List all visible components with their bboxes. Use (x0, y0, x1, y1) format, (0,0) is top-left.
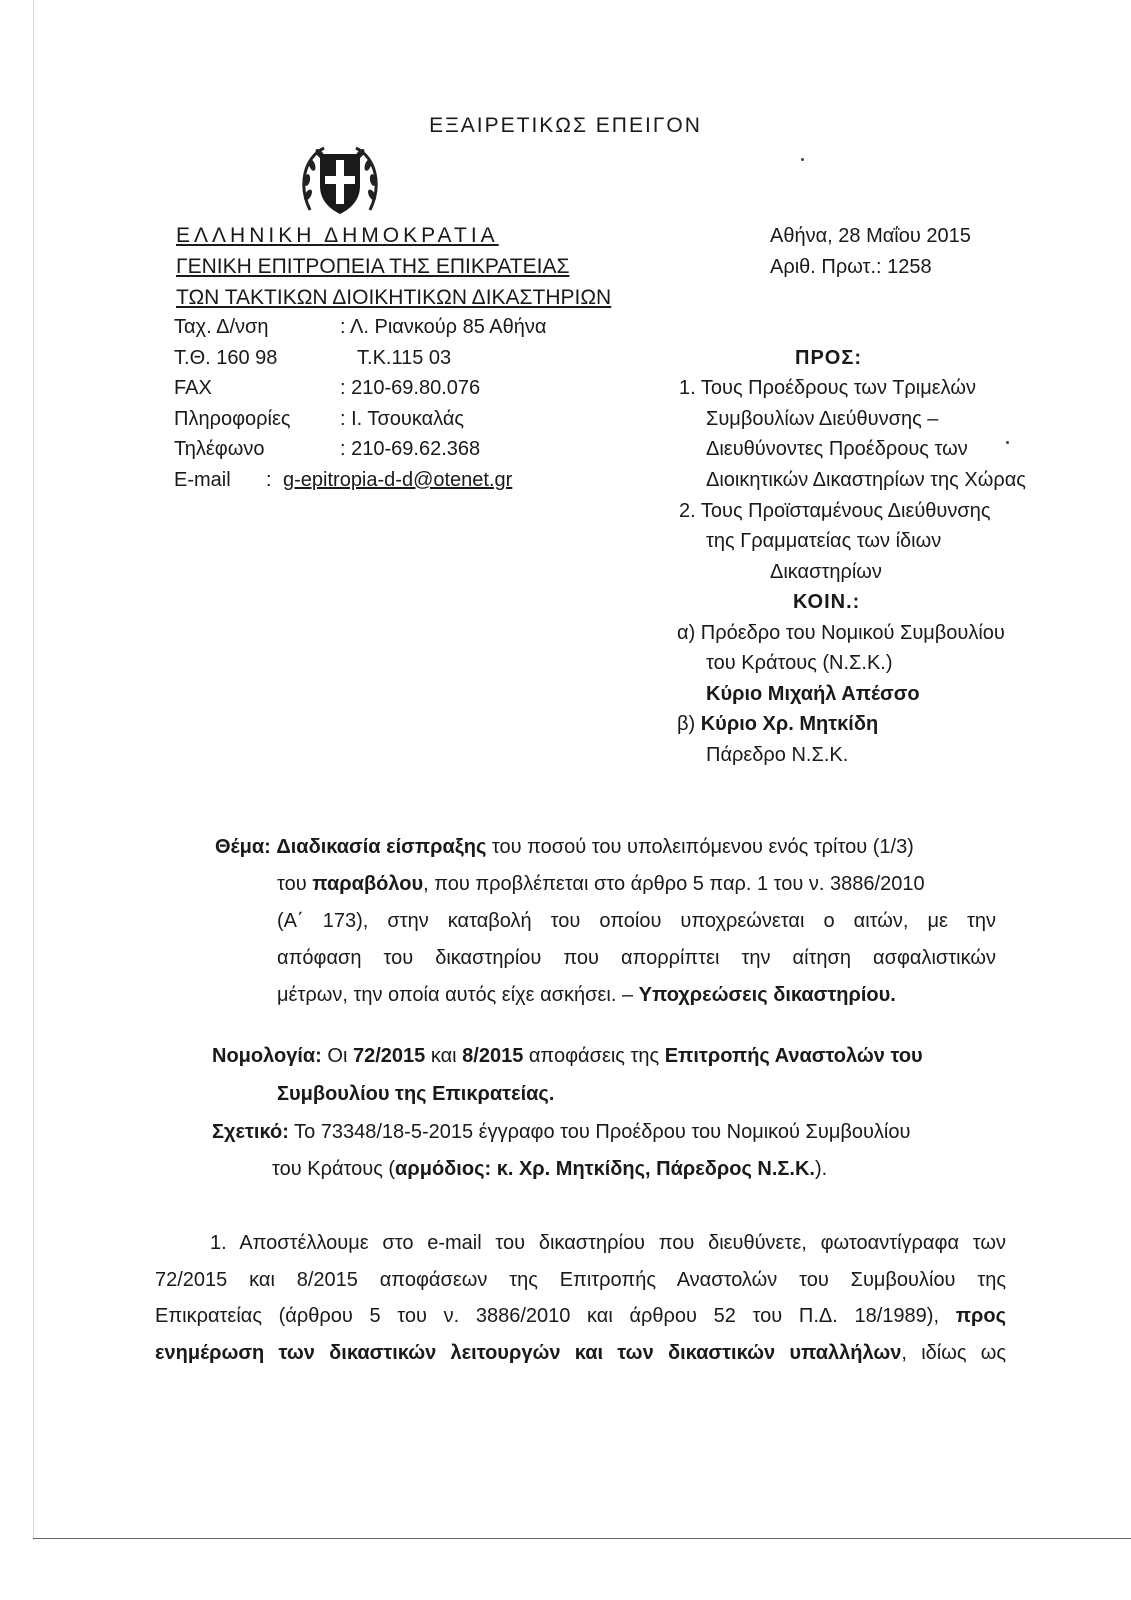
jurisprudence-label: Νομολογία: (212, 1045, 322, 1067)
related-line-2 (272, 1158, 827, 1181)
body-paragraph-1-line-3 (155, 1305, 1006, 1328)
body-text-3: Επικρατείας (άρθρου 5 του ν. 3886/2010 και άρθρου 52 του Π.Δ. 18/1989), (155, 1305, 956, 1327)
body-paragraph-1-line-2: 72/2015 και 8/2015 αποφάσεων της Επιτροπής Αναστολών του Συμβουλίου της (155, 1269, 1006, 1291)
jurisprudence-text-c: και (425, 1045, 463, 1067)
coat-of-arms-icon (300, 140, 380, 222)
subject-bold-5: Υποχρεώσεις δικαστηρίου. (638, 984, 896, 1006)
address-value: : Λ. Ριανκούρ 85 Αθήνα (340, 316, 547, 338)
po-box-label: Τ.Θ. 160 98 (174, 347, 278, 369)
jurisprudence-text-d: αποφάσεις της (523, 1045, 665, 1067)
subject-bold-2: παραβόλου (312, 873, 424, 895)
related-text-2a: του Κράτους ( (272, 1158, 396, 1180)
recipient-1-line-4: Διοικητικών Δικαστηρίων της Χώρας (706, 469, 1026, 491)
related-text-2b: ). (815, 1158, 828, 1180)
cc-a-line-2: του Κράτους (Ν.Σ.Κ.) (706, 652, 893, 674)
recipient-1-line-3: Διευθύνοντες Προέδρους των (706, 438, 968, 460)
related-label: Σχετικό: (212, 1121, 289, 1143)
recipient-2-line-3: Δικαστηρίων (770, 561, 882, 583)
scan-speck (1006, 441, 1009, 444)
recipient-1-line-1: 1. Τους Προέδρους των Τριμελών (679, 377, 976, 399)
sender-line-3: ΤΩΝ ΤΑΚΤΙΚΩΝ ΔΙΟΙΚΗΤΙΚΩΝ ΔΙΚΑΣΤΗΡΙΩΝ (176, 286, 612, 309)
urgency-heading: ΕΞΑΙΡΕΤΙΚΩΣ ΕΠΕΙΓΟΝ (429, 114, 702, 137)
subject-label: Θέμα: (215, 836, 271, 858)
scan-left-edge (33, 0, 34, 1540)
protocol-number: Αριθ. Πρωτ.: 1258 (770, 256, 932, 278)
recipients-title: ΠΡΟΣ: (795, 347, 863, 369)
body-paragraph-1-line-1: 1. Αποστέλλουμε στο e-mail του δικαστηρίου που διευθύνετε, φωτοαντίγραφα των (210, 1232, 1006, 1254)
document-date: Αθήνα, 28 Μαΐου 2015 (770, 225, 971, 247)
subject-text-2b: , που προβλέπεται στο άρθρο 5 παρ. 1 του ν. 3886/2010 (423, 873, 925, 895)
jurisprudence-text-a: Οι (321, 1045, 353, 1067)
recipient-1-line-2: Συμβουλίων Διεύθυνσης – (706, 408, 939, 430)
jurisprudence-line-2: Συμβουλίου της Επικρατείας. (277, 1083, 555, 1105)
subject-text-2a: του (277, 873, 313, 895)
related-bold-2: αρμόδιος: κ. Χρ. Μητκίδης, Πάρεδρος Ν.Σ.Κ. (395, 1158, 815, 1180)
cc-a-line-1: α) Πρόεδρο του Νομικού Συμβουλίου (677, 622, 1005, 644)
subject-text-5: μέτρων, την οποία αυτός είχε ασκήσει. – (277, 984, 639, 1006)
body-bold-4: ενημέρωση των δικαστικών λειτουργών και των δικαστικών υπαλλήλων (155, 1342, 902, 1364)
email-colon: : (266, 469, 272, 491)
postal-code-value: Τ.Κ.115 03 (357, 347, 452, 369)
sender-line-1: ΕΛΛΗΝΙΚΗ ΔΗΜΟΚΡΑΤΙΑ (176, 224, 499, 247)
jurisprudence-committee: Επιτροπής Αναστολών του (664, 1045, 923, 1067)
page-bottom-rule (33, 1538, 1131, 1539)
recipient-2-line-1: 2. Τους Προϊσταμένους Διεύθυνσης (679, 500, 991, 522)
info-label: Πληροφορίες (174, 408, 291, 430)
body-bold-3: προς (955, 1305, 1006, 1327)
subject-line-2 (277, 873, 925, 896)
phone-label: Τηλέφωνο (174, 438, 265, 460)
fax-value: : 210-69.80.076 (340, 377, 481, 399)
related-line-1 (212, 1121, 910, 1144)
email-label: E-mail (174, 469, 231, 491)
body-paragraph-1-line-4 (155, 1342, 1006, 1365)
jurisprudence-line-1 (212, 1045, 923, 1068)
scan-speck (801, 158, 804, 161)
subject-text-1: του ποσού του υπολειπόμενου ενός τρίτου (1/3) (486, 836, 914, 858)
jurisprudence-decision-2: 8/2015 (462, 1045, 524, 1067)
subject-line-4: απόφαση του δικαστηρίου που απορρίπτει την αίτηση ασφαλιστικών (277, 947, 996, 969)
jurisprudence-decision-1: 72/2015 (352, 1045, 426, 1067)
subject-line-3: (Α΄ 173), στην καταβολή του οποίου υποχρεώνεται ο αιτών, με την (277, 910, 996, 932)
subject-line-1 (215, 836, 914, 859)
recipient-2-line-2: της Γραμματείας των ίδιων (706, 530, 942, 552)
fax-label: FAX (174, 377, 212, 399)
cc-a-line-3: Κύριο Μιχαήλ Απέσσο (706, 683, 920, 705)
subject-line-5 (277, 984, 896, 1007)
address-label: Ταχ. Δ/νση (174, 316, 269, 338)
sender-line-2: ΓΕΝΙΚΗ ΕΠΙΤΡΟΠΕΙΑ ΤΗΣ ΕΠΙΚΡΑΤΕΙΑΣ (176, 255, 570, 278)
related-text-1: Το 73348/18-5-2015 έγγραφο του Προέδρου του Νομικού Συμβουλίου (288, 1121, 911, 1143)
phone-value: : 210-69.62.368 (340, 438, 481, 460)
cc-b-line-1 (677, 713, 878, 736)
cc-title: ΚΟΙΝ.: (793, 591, 861, 613)
email-link[interactable]: g-epitropia-d-d@otenet.gr (283, 469, 513, 491)
info-value: : Ι. Τσουκαλάς (340, 408, 465, 430)
subject-bold-1: Διαδικασία είσπραξης (276, 836, 487, 858)
cc-b-prefix: β) (677, 713, 701, 735)
cc-b-line-2: Πάρεδρο Ν.Σ.Κ. (706, 744, 849, 766)
body-text-4: , ιδίως ως (901, 1342, 1006, 1364)
cc-b-name: Κύριο Χρ. Μητκίδη (700, 713, 879, 735)
